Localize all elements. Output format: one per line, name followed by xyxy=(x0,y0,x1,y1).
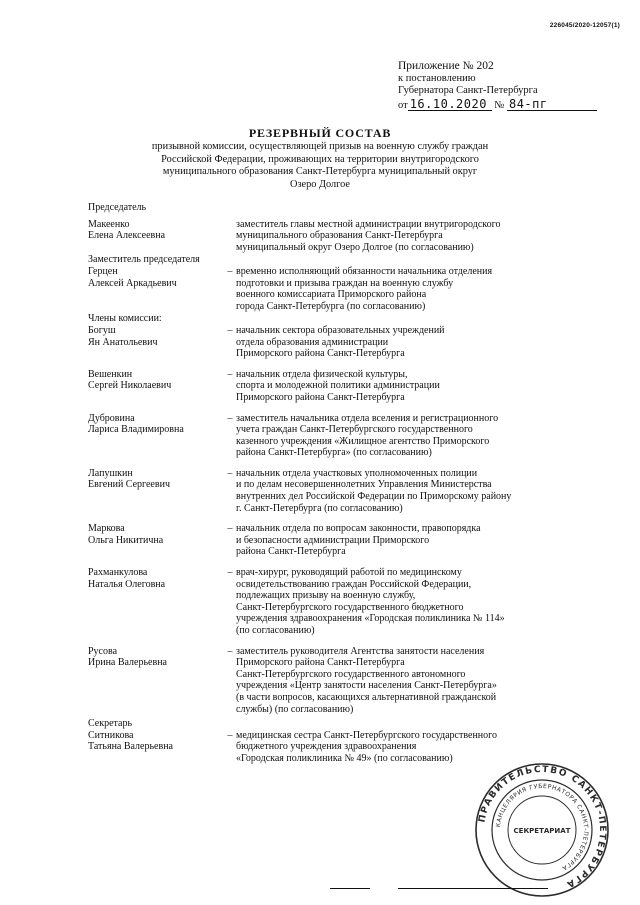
position-line: учета граждан Санкт-Петербургского государственного xyxy=(236,424,473,436)
member-row xyxy=(88,219,588,254)
member-position xyxy=(236,325,588,360)
member-given-names: Сергей Николаевич xyxy=(88,380,172,392)
seal-center-text: СЕКРЕТАРИАТ xyxy=(513,827,571,835)
member-position xyxy=(236,413,588,459)
member-position xyxy=(236,219,588,254)
position-line: города Санкт-Петербурга (по согласованию) xyxy=(236,300,426,312)
member-position xyxy=(236,567,588,637)
appendix-block xyxy=(398,60,618,112)
member-given-names: Наталья Олеговна xyxy=(88,578,166,590)
position-line: начальник отдела физической культуры, xyxy=(236,368,408,380)
position-line: заместитель начальника отдела вселения и регистрационного xyxy=(236,412,499,424)
dash-separator: – xyxy=(227,523,233,535)
member-row xyxy=(88,468,588,514)
role-heading-chairman: Председатель xyxy=(88,202,147,213)
footer-rule xyxy=(330,888,370,889)
member-row xyxy=(88,325,588,360)
position-line: Санкт-Петербургского государственного бюджетного xyxy=(236,601,464,613)
member-row xyxy=(88,567,588,637)
member-position xyxy=(236,369,588,404)
member-row xyxy=(88,266,588,312)
member-surname: Герцен xyxy=(88,265,118,277)
decree-number: 84-пг xyxy=(507,98,597,111)
dash-separator: – xyxy=(227,412,233,424)
footer-rule xyxy=(398,888,548,889)
position-line: начальник отдела по вопросам законности, правопорядка xyxy=(236,523,481,535)
number-label: № xyxy=(494,99,505,111)
role-heading-members: Члены комиссии: xyxy=(88,313,162,325)
member-given-names: Евгений Сергеевич xyxy=(88,479,170,491)
subtitle-line: Озеро Долгое xyxy=(290,178,350,190)
role-heading-secretary: Секретарь xyxy=(88,718,133,730)
member-row xyxy=(88,523,588,558)
member-name xyxy=(88,413,224,459)
position-line: отдела образования администрации xyxy=(236,336,389,348)
position-line: Приморского района Санкт-Петербурга xyxy=(236,657,405,669)
member-surname: Русова xyxy=(88,645,118,657)
member-surname: Рахманкулова xyxy=(88,567,148,579)
position-line: временно исполняющий обязанности начальника отделения xyxy=(236,265,493,277)
member-surname: Лапушкин xyxy=(88,467,133,479)
subtitle-line: призывной комиссии, осуществляющей призыв на военную службу граждан xyxy=(151,141,489,152)
member-name xyxy=(88,730,224,765)
position-line: и безопасности администрации Приморского xyxy=(236,534,430,546)
position-line: внутренних дел Российской Федерации по Приморскому району xyxy=(236,491,512,503)
dash-separator: – xyxy=(227,729,233,741)
position-line: учреждения «Центр занятости населения Санкт-Петербурга» xyxy=(236,680,497,692)
position-line: г. Санкт-Петербурга (по согласованию) xyxy=(236,502,403,514)
dash-separator: – xyxy=(227,368,233,380)
member-position xyxy=(236,730,588,765)
member-name xyxy=(88,325,224,360)
position-line: заместитель руководителя Агентства занятости населения xyxy=(236,645,485,657)
position-line: (в части вопросов, касающихся альтернативной гражданской xyxy=(236,691,497,703)
member-name xyxy=(88,523,224,558)
member-position xyxy=(236,523,588,558)
appendix-line-1: к постановлению xyxy=(398,72,476,84)
member-surname: Дубровина xyxy=(88,412,135,424)
member-row xyxy=(88,730,588,765)
position-line: службы) (по согласованию) xyxy=(236,703,354,715)
member-position xyxy=(236,646,588,716)
member-given-names: Алексей Аркадьевич xyxy=(88,277,177,289)
position-line: района Санкт-Петербурга» (по согласованию) xyxy=(236,447,432,459)
subtitle-line: Российской Федерации, проживающих на территории внутригородского xyxy=(161,153,479,165)
dash-separator: – xyxy=(227,467,233,479)
position-line: спорта и молодежной политики администрации xyxy=(236,380,440,392)
appendix-title: Приложение № 202 xyxy=(398,60,494,72)
member-name xyxy=(88,646,224,716)
member-name xyxy=(88,266,224,312)
appendix-date-line xyxy=(398,98,618,113)
position-line: Санкт-Петербургского государственного автономного xyxy=(236,668,466,680)
position-line: «Городская поликлиника № 49» (по согласованию) xyxy=(236,752,453,764)
position-line: муниципальный округ Озеро Долгое (по согласованию) xyxy=(236,241,474,253)
appendix-line-2: Губернатора Санкт-Петербурга xyxy=(398,85,538,96)
member-given-names: Ольга Никитична xyxy=(88,534,164,546)
member-surname: Вешенкин xyxy=(88,368,133,380)
member-name xyxy=(88,369,224,404)
member-surname: Маркова xyxy=(88,523,125,535)
member-given-names: Ирина Валерьевна xyxy=(88,657,167,669)
position-line: бюджетного учреждения здравоохранения xyxy=(236,741,417,753)
seal-inner-text: КАНЦЕЛЯРИЯ ГУБЕРНАТОРА САНКТ-ПЕТЕРБУРГА xyxy=(495,782,590,872)
position-line: подлежащих призыву на военную службу, xyxy=(236,590,416,602)
position-line: муниципального образования Санкт-Петербурга xyxy=(236,230,443,242)
member-name xyxy=(88,219,224,254)
position-line: казенного учреждения «Жилищное агентство Приморского xyxy=(236,435,490,447)
commission-roster xyxy=(88,202,588,767)
decree-date: 16.10.2020 xyxy=(408,98,492,111)
member-surname: Макеенко xyxy=(88,218,130,230)
member-name xyxy=(88,567,224,637)
member-given-names: Лариса Владимировна xyxy=(88,424,184,436)
position-line: врач-хирург, руководящий работой по медицинскому xyxy=(236,567,462,579)
document-registration-number: 226045/2020-12057(1) xyxy=(549,22,620,29)
member-position xyxy=(236,266,588,312)
position-line: Приморского района Санкт-Петербурга xyxy=(236,391,405,403)
member-given-names: Елена Алексеевна xyxy=(88,230,166,242)
position-line: медицинская сестра Санкт-Петербургского государственного xyxy=(236,729,498,741)
dash-separator: – xyxy=(227,567,233,579)
dash-separator: – xyxy=(227,324,233,336)
member-row xyxy=(88,413,588,459)
seal-outer-text: ПРАВИТЕЛЬСТВО САНКТ-ПЕТЕРБУРГА xyxy=(477,764,608,890)
member-position xyxy=(236,468,588,514)
from-label: от xyxy=(398,99,408,111)
member-surname: Ситникова xyxy=(88,729,134,741)
document-subtitle xyxy=(70,141,570,191)
member-surname: Богуш xyxy=(88,324,116,336)
position-line: (по согласованию) xyxy=(236,625,315,636)
dash-separator: – xyxy=(227,645,233,657)
position-line: учреждения здравоохранения «Городская поликлиника № 114» xyxy=(236,613,505,625)
position-line: и по делам несовершеннолетних Управления Министерства xyxy=(236,479,492,491)
position-line: подготовки и призыва граждан на военную службу xyxy=(236,277,454,289)
official-seal xyxy=(474,762,610,898)
role-heading-deputy: Заместитель председателя xyxy=(88,254,200,266)
member-row xyxy=(88,646,588,716)
position-line: военного комиссариата Приморского района xyxy=(236,289,427,301)
member-given-names: Ян Анатольевич xyxy=(88,336,158,348)
dash-separator xyxy=(224,219,236,254)
member-name xyxy=(88,468,224,514)
document-title: РЕЗЕРВНЫЙ СОСТАВ xyxy=(248,126,392,140)
position-line: заместитель главы местной администрации внутригородского xyxy=(236,218,501,230)
member-given-names: Татьяна Валерьевна xyxy=(88,741,173,753)
dash-separator: – xyxy=(227,265,233,277)
position-line: освидетельствованию граждан Российской Федерации, xyxy=(236,578,472,590)
member-row xyxy=(88,369,588,404)
position-line: района Санкт-Петербурга xyxy=(236,546,346,558)
position-line: Приморского района Санкт-Петербурга xyxy=(236,348,405,360)
position-line: начальник сектора образовательных учреждений xyxy=(236,324,445,336)
position-line: начальник отдела участковых уполномоченных полиции xyxy=(236,467,478,479)
subtitle-line: муниципального образования Санкт-Петербурга муниципальный округ xyxy=(162,166,478,177)
